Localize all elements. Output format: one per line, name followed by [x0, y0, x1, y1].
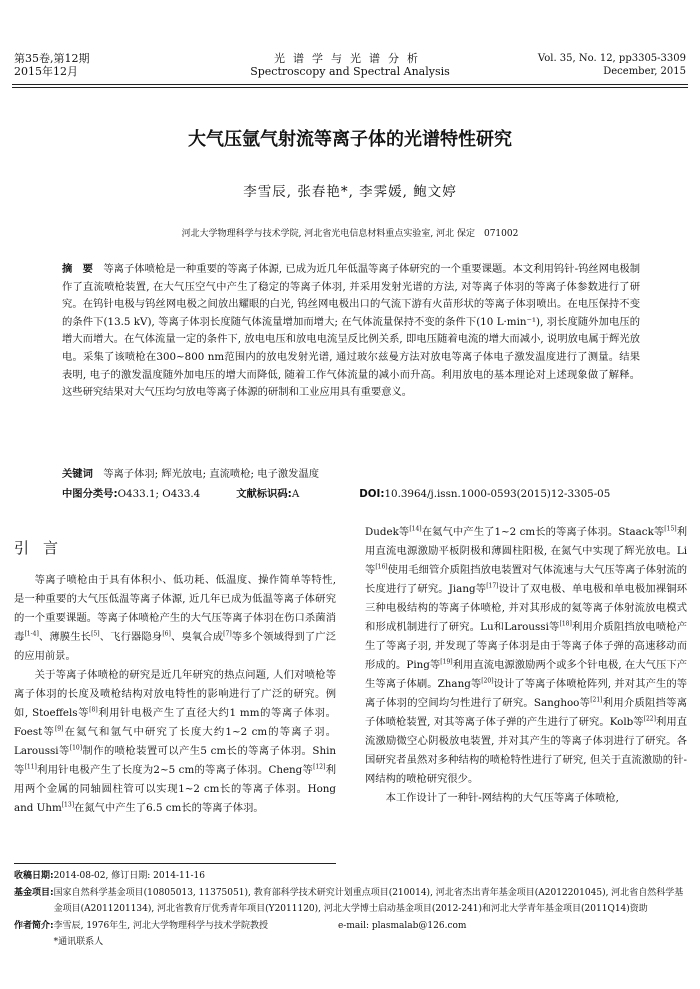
clc-label: 中图分类号: — [62, 488, 118, 500]
clc-value: O433.1; O433.4 — [117, 488, 201, 500]
received-text: 2014-08-02, 修订日期: 2014-11-16 — [53, 871, 206, 881]
journal-citation-info — [538, 52, 686, 78]
right-column — [365, 523, 687, 808]
abstract-text: 等离子体喷枪是一种重要的等离子体源, 已成为近几年低温等离子体研究的一个重要课题。本文利用钨针-钨丝网电极制作了直流喷枪装置, 在大气压空气中产生了稳定的等离子体羽, 并采用发射光谱的方法, 对等离子体羽的等离子体参数进行了研究。在钨针电极与钨丝网电极之间放出耀眼的白光, 钨丝网电极出口的气流下游有火苗形状的等离子体羽喷出。在电压保持不变的条件下(13.5 kV), 等离子体羽长度随气体流量增加而增大; 在气体流量保持不变的条件下(10 L·min⁻¹), 羽长度随外加电压的增大而增大。在气体流量一定的条件下, 放电电压和放电电流呈反比例关系, 即电压随着电流的增大而减小, 说明放电属于辉光放电。采集了该喷枪在300~800 nm范围内的放电发射光谱, 通过玻尔兹曼方法对放电等离子体电子激发温度进行了测量。结果表明, 电子的激发温度随外加电压的增大而降低, 随着工作气体流量的减小而升高。利用放电的基本理论对上述现象做了解释。这些研究结果对大气压均匀放电等离子体源的研制和工业应用具有重要意义。 — [62, 263, 640, 399]
citation-ref: [18] — [559, 620, 572, 628]
corresponding-author: *通讯联系人 — [53, 937, 104, 947]
citation-ref: [5] — [91, 630, 100, 638]
intro-paragraph: 等离子喷枪由于具有体积小、低功耗、低温度、操作简单等特性, 是一种重要的大气压低温等离子体源, 近几年已成为低温等离子体研究的一个重要课题。等离子体喷枪产生的大气压等离子体羽在伤口杀菌消毒[1-4]、薄膜生长[5]、飞行器隐身[6]、臭氧合成[7]等多个领域得到了广泛的应用前景。 — [14, 574, 337, 662]
citation-ref: [15] — [664, 525, 677, 533]
publication-date-zh: 2015年12月 — [14, 65, 78, 78]
doc-code-value: A — [291, 488, 300, 500]
citation-ref: [11] — [24, 763, 37, 771]
author-bio-label: 作者简介: — [14, 920, 54, 931]
keywords-text: 等离子体羽; 辉光放电; 直流喷枪; 电子激发温度 — [103, 468, 320, 480]
author-list: 李雪辰, 张春艳*, 李霁媛, 鲍文婷 — [243, 184, 457, 200]
paper-title: 大气压氩气射流等离子体的光谱特性研究 — [188, 129, 512, 150]
intro-paragraph: 本工作设计了一种针-网结构的大气压等离子体喷枪, — [385, 792, 619, 804]
citation-ref: [10] — [69, 744, 83, 752]
header-rule — [12, 84, 688, 85]
fund-label: 基金项目: — [14, 887, 54, 898]
citation-ref: [20] — [481, 677, 494, 685]
footnotes — [14, 868, 688, 951]
left-column — [14, 571, 336, 818]
citation-ref: [19] — [440, 658, 453, 666]
citation-ref: [7] — [223, 630, 232, 638]
intro-paragraph: 关于等离子体喷枪的研究是近几年研究的热点问题, 人们对喷枪等离子体羽的长度及喷枪结构对放电特性的影响进行了广泛的研究。例如, Stoeffels等[8]利用针电极产生了直径大约1 mm的等离子体羽。Foest等[9]在氦气和氩气中研究了长度大约1~2 cm的等离子羽。Laroussi等[10]制作的喷枪装置可以产生5 cm长的等离子体羽。Shin等[11]利用针电极产生了长度为2~5 cm的等离子体羽。Cheng等[12]利用两个金属的同轴圆柱管可以实现1~2 cm长的等离子体羽。Hong and Uhm[13]在氮气中产生了6.5 cm长的等离子体羽。 — [14, 669, 337, 814]
classification-line — [62, 486, 662, 503]
fund-info — [14, 885, 688, 918]
author-bio — [14, 918, 688, 935]
intro-paragraph-continued: Dudek等[14]在氦气中产生了1~2 cm长的等离子体羽。Staack等[15]利用直流电源激励平板阴极和薄圆柱阳极, 在氮气中实现了辉光放电。Li等[16]使用毛细管介质阻挡放电装置对气体流速与大气压等离子体射流的长度进行了研究。Jiang等[17]设计了双电极、单电极和单电极加裸铜环三种电极结构的等离子体喷枪, 并对其形成的氦等离子体射流放电模式和形成机制进行了研究。Lu和Laroussi等[18]利用介质阻挡放电喷枪产生了等离子羽, 并发现了等离子体羽是由于等离子体子弹的高速移动而形成的。Ping等[19]利用直流电源激励两个或多个针电极, 在大气压下产生等离子体刷。Zhang等[20]设计了等离子体喷枪阵列, 并对其产生的等离子体羽的空间均匀性进行了研究。Sanghoo等[21]利用介质阻挡等离子体喷枪装置, 对其等离子体子弹的产生进行了研究。Kolb等[22]利用直流激励微空心阴极放电装置, 并对其产生的等离子体羽进行了研究。各国研究者虽然对多种结构的喷枪特性进行了研究, 但关于直流激励的针-网结构的喷枪研究很少。 — [365, 525, 688, 785]
fund-text: 国家自然科学基金项目(10805013, 11375051), 教育部科学技术研究计划重点项目(210014), 河北省杰出青年基金项目(A2012201045), 河北省自然科学基金项目(A2011201134), 河北省教育厅优秀青年项目(Y2011120), 河北大学博士启动基金项目(2012-241)和河北大学青年基金项目(2011Q14)资助 — [53, 887, 684, 914]
volume-pages: Vol. 35, No. 12, pp3305-3309 — [537, 53, 686, 64]
received-label: 收稿日期: — [14, 871, 54, 881]
citation-ref: [14] — [409, 525, 422, 533]
doi-label: DOI: — [359, 488, 385, 500]
doc-code-label: 文献标识码: — [236, 488, 292, 500]
citation-ref: [21] — [590, 696, 603, 704]
journal-name-zh: 光谱学与光谱分析 — [274, 52, 426, 65]
volume-issue: 第35卷,第12期 — [14, 52, 90, 65]
keywords-label: 关键词 — [62, 468, 93, 480]
footnote-rule — [14, 863, 336, 864]
citation-ref: [1-4] — [24, 630, 39, 638]
keywords — [62, 466, 640, 483]
received-date — [14, 868, 688, 885]
citation-ref: [17] — [486, 582, 499, 590]
citation-ref: [9] — [54, 725, 64, 733]
author-email: e-mail: plasmalab@126.com — [337, 920, 467, 931]
section-heading-introduction: 引言 — [14, 539, 73, 557]
journal-volume-info — [14, 52, 90, 78]
corresponding-note — [14, 934, 688, 951]
citation-ref: [8] — [89, 706, 98, 714]
author-bio-text: 李雪辰, 1976年生, 河北大学物理科学与技术学院教授 — [53, 920, 268, 931]
header-rule-second — [12, 87, 688, 88]
abstract-label: 摘 要 — [62, 263, 93, 275]
journal-name — [200, 52, 500, 78]
journal-name-en: Spectroscopy and Spectral Analysis — [250, 65, 450, 78]
citation-ref: [16] — [375, 563, 388, 571]
citation-ref: [22] — [643, 715, 656, 723]
citation-ref: [13] — [61, 801, 75, 809]
citation-ref: [6] — [162, 630, 171, 638]
citation-ref: [12] — [313, 763, 326, 771]
abstract — [62, 261, 640, 402]
publication-date-en: December, 2015 — [603, 66, 686, 77]
doi-value: 10.3964/j.issn.1000-0593(2015)12-3305-05 — [384, 488, 611, 500]
affiliation: 河北大学物理科学与技术学院, 河北省光电信息材料重点实验室, 河北 保定 071002 — [181, 229, 519, 239]
